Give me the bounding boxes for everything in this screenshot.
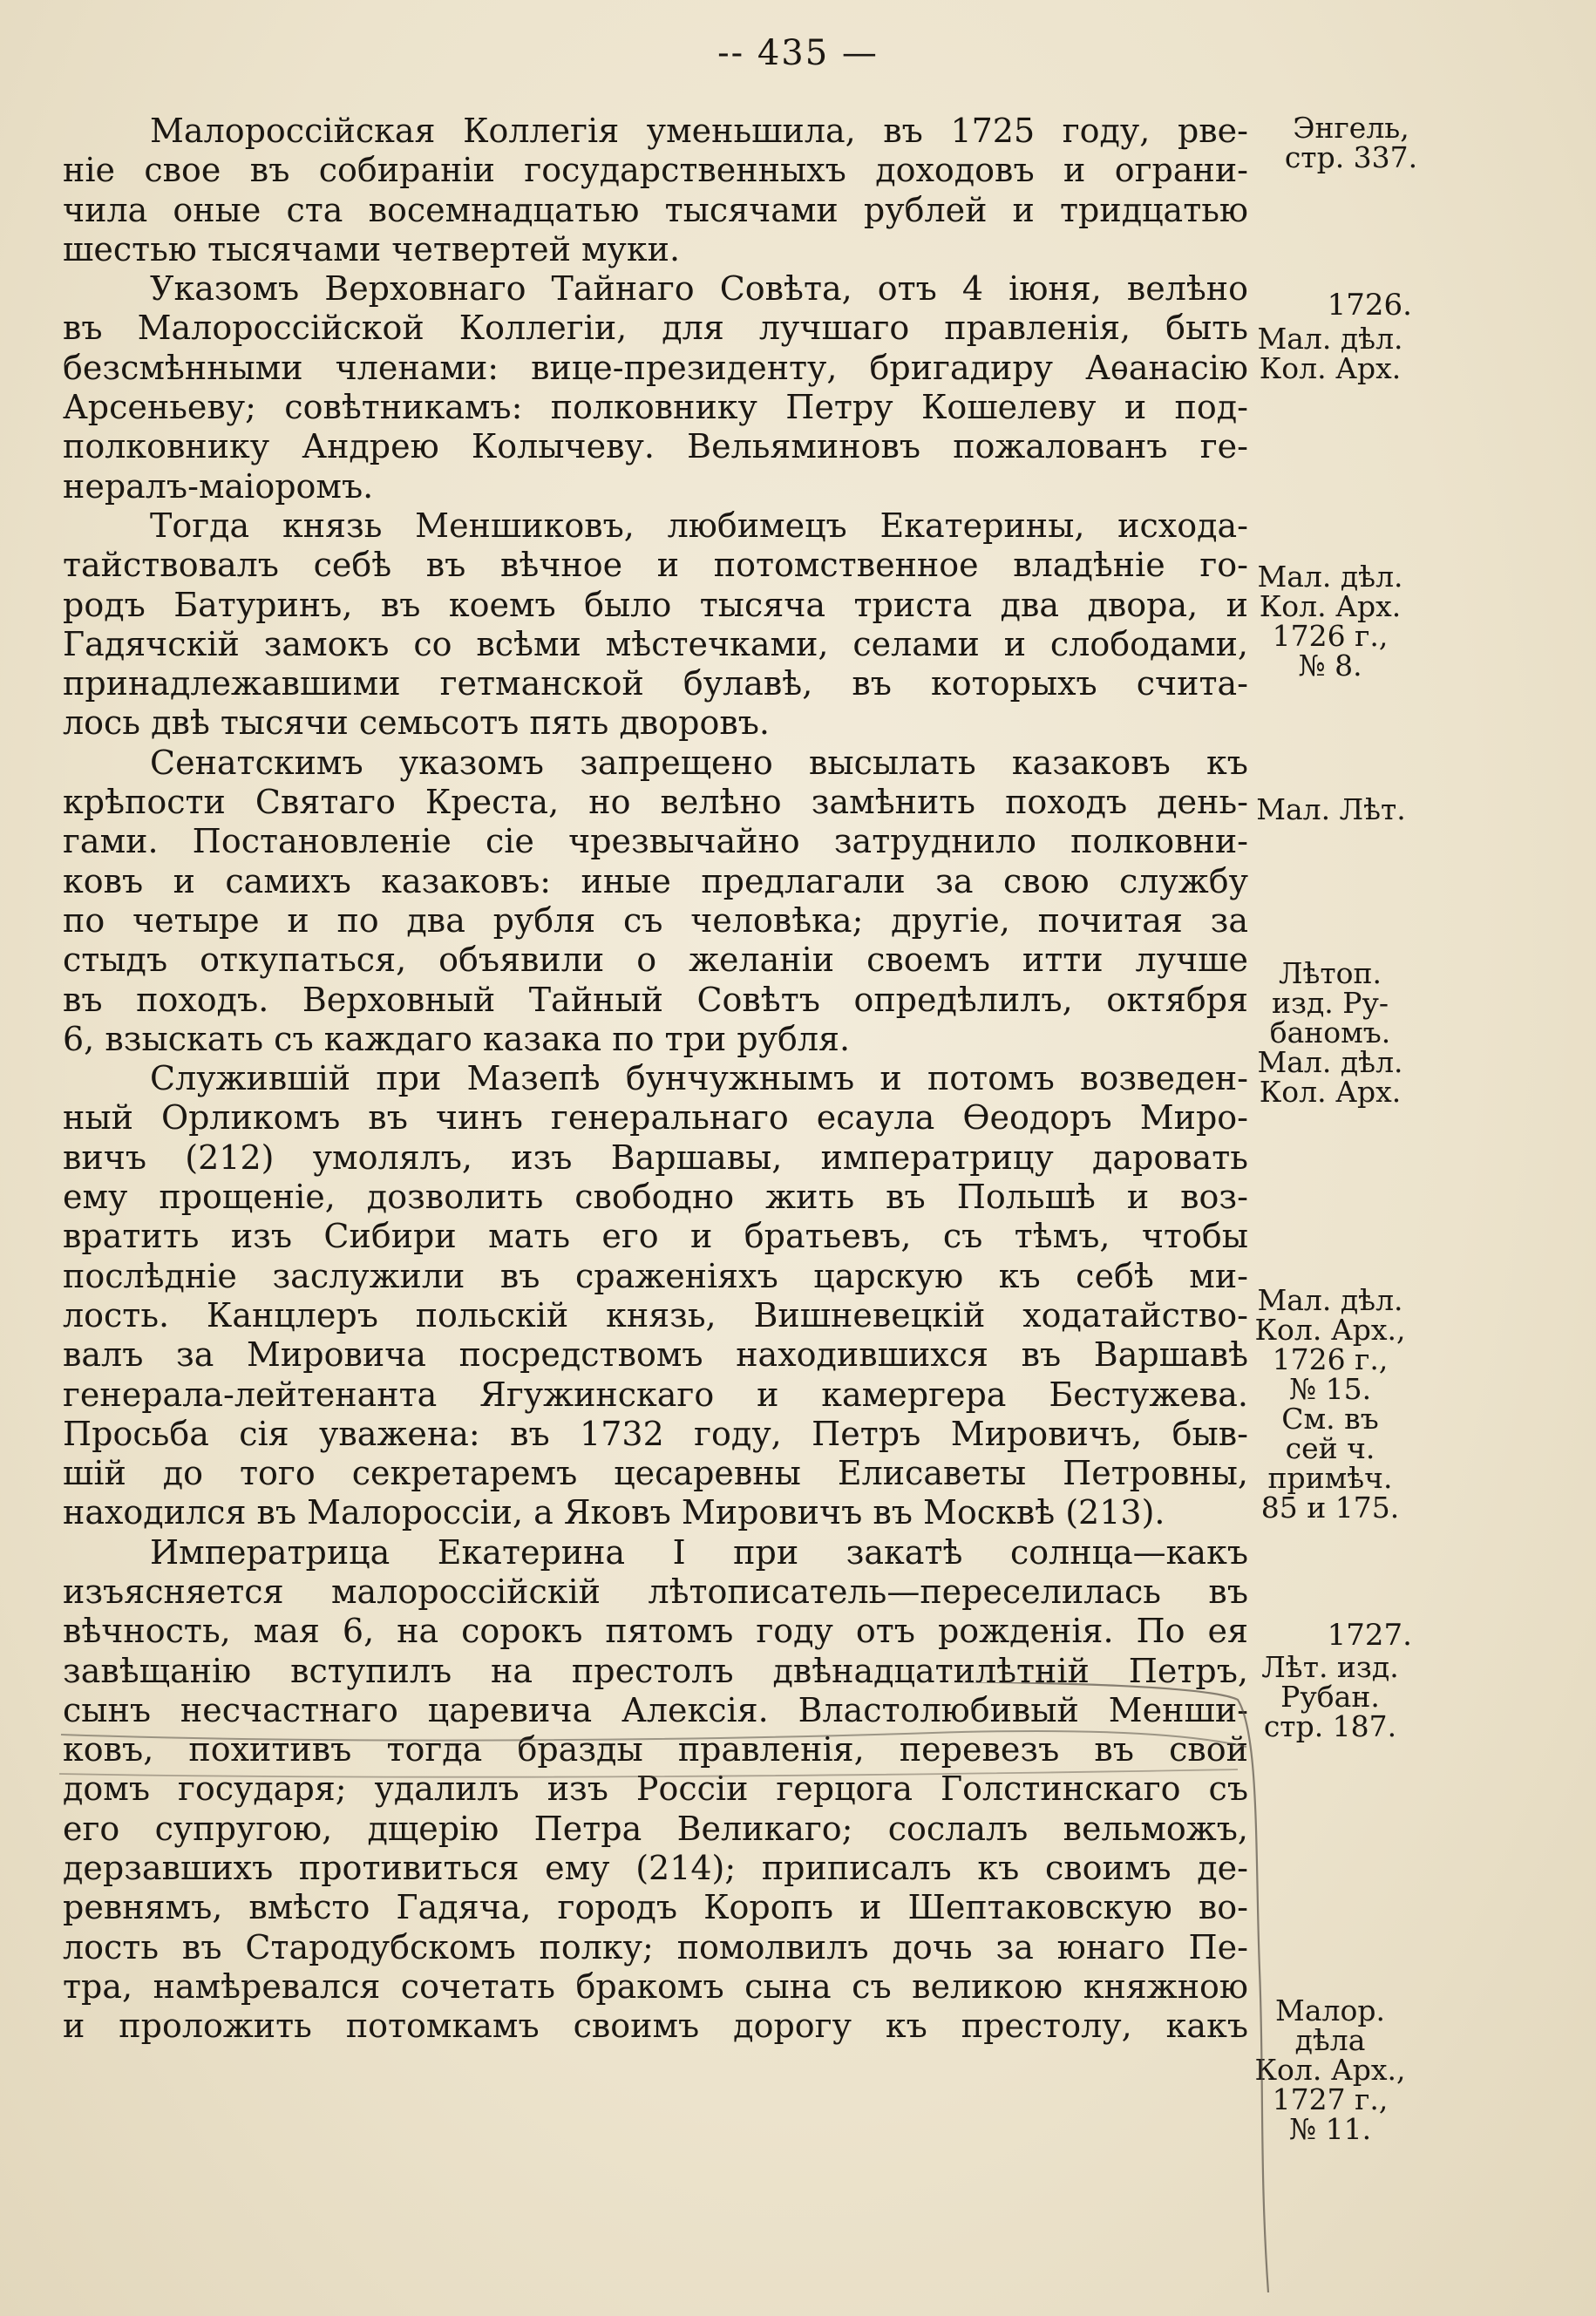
paragraph [63,269,1248,506]
text-line: Тогда князь Меншиковъ, любимецъ Екатерины, исхода- [150,506,1248,545]
text-line: тайствовалъ себѣ въ вѣчное и потомственное владѣніе го- [63,546,1248,585]
margin-note-line: № 15. [1288,1372,1372,1406]
text-line: Сенатскимъ указомъ запрещено высылать казаковъ къ [150,743,1248,782]
margin-note-line: 85 и 175. [1260,1491,1400,1525]
margin-note-engel [1273,113,1430,173]
margin-year-1726 [1238,288,1412,323]
margin-note-line: № 11. [1288,2112,1372,2146]
margin-note-line: Мал. дѣл. [1257,1045,1403,1079]
text-line: Гадячскій замокъ со всѣми мѣстечками, селами и слободами, [63,624,1248,663]
margin-note-line: Малор. [1275,1993,1385,2027]
margin-note-line: сей ч. [1285,1431,1375,1465]
text-line: вратить изъ Сибири мать его и братьевъ, съ тѣмъ, чтобы [63,1217,1248,1256]
margin-note-mal-del-1 [1252,324,1409,384]
margin-note-line: Мал. Лѣт. [1256,792,1406,826]
margin-note-line: Мал. дѣл. [1257,322,1403,356]
text-line: нералъ-маіоромъ. [63,466,374,506]
text-line: родъ Батуринъ, въ коемъ было тысяча триста два двора, и [63,585,1248,624]
margin-note-line: 1727 г., [1272,2082,1389,2116]
text-line: принадлежавшими гетманской булавѣ, въ которыхъ счита- [63,664,1248,703]
text-line: ему прощеніе, дозволить свободно жить въ Польшѣ и воз- [63,1178,1248,1217]
page-number: -- 435 — [717,33,879,73]
text-line: валъ за Мировича посредствомъ находившихся въ Варшавѣ [63,1335,1248,1375]
margin-note-let-izd [1252,1650,1409,1743]
text-line: лость. Канцлеръ польскій князь, Вишневецкій ходатайство- [63,1295,1248,1335]
margin-note-line: стр. 337. [1284,140,1418,174]
margin-note-line: Мал. дѣл. [1257,1283,1403,1317]
text-line: гами. Постановленіе сіе чрезвычайно затруднило полковни- [63,822,1248,861]
text-line: ковъ, похитивъ тогда бразды правленія, перевезъ въ свой [63,1730,1248,1769]
margin-note-line: 1726. [1327,288,1412,323]
margin-note-line: См. въ [1281,1402,1379,1436]
margin-note-line: примѣч. [1267,1461,1393,1495]
text-line: ревнямъ, вмѣсто Гадяча, городъ Коропъ и Шептаковскую во- [63,1888,1248,1927]
text-line: въ Малороссійской Коллегіи, для лучшаго правленія, быть [63,309,1248,348]
text-line: Просьба сія уважена: въ 1732 году, Петръ Мировичъ, быв- [63,1414,1248,1453]
margin-note-malor-dela [1252,1993,1409,2146]
margin-note-mal-let [1248,792,1414,826]
text-line: завѣщанію вступилъ на престолъ двѣнадцатилѣтній Петръ, [63,1651,1248,1690]
margin-note-mal-del-2 [1252,562,1409,681]
text-line: лость въ Стародубскомъ полку; помолвилъ дочь за юнаго Пе- [63,1927,1248,1966]
margin-note-line: Кол. Арх. [1259,1075,1402,1109]
margin-note-line: Лѣт. изд. [1261,1650,1399,1684]
margin-note-letop [1252,956,1409,1109]
paragraph [63,744,1248,1059]
text-line: шій до того секретаремъ цесаревны Елисаветы Петровны, [63,1454,1248,1493]
margin-note-line: Кол. Арх., [1254,2053,1406,2087]
margin-note-line: Кол. Арх. [1259,589,1402,623]
text-line: чила оные ста восемнадцатью тысячами рублей и тридцатью [63,190,1248,229]
text-line: генерала-лейтенанта Ягужинскаго и камергера Бестужева. [63,1375,1248,1414]
margin-note-line: изд. Ру- [1271,986,1389,1020]
text-line: Императрица Екатерина I при закатѣ солнца—какъ [150,1532,1248,1572]
margin-note-line: баномъ. [1269,1015,1391,1049]
margin-note-line: № 8. [1298,649,1362,683]
main-text [63,112,1248,2047]
paragraph [63,1533,1248,2047]
text-line: тра, намѣревался сочетать бракомъ сына съ великою княжною [63,1966,1248,2006]
margin-note-line: Рубан. [1280,1680,1380,1714]
margin-note-line: 1726 г., [1272,619,1389,653]
margin-note-line: Кол. Арх. [1259,351,1402,385]
margin-note-line: 1727. [1327,1618,1412,1653]
text-line: Арсеньеву; совѣтникамъ: полковнику Петру Кошелеву и под- [63,388,1248,427]
text-line: стыдъ откупаться, объявили о желаніи своемъ итти лучше [63,941,1248,980]
margin-note-line: Лѣтоп. [1278,956,1382,990]
text-line: его супругою, дщерію Петра Великаго; сослалъ вельможъ, [63,1809,1248,1848]
text-line: изъясняется малороссійскій лѣтописатель—переселилась въ [63,1572,1248,1611]
margin-note-line: Энгель, [1293,111,1409,145]
text-line: Служившій при Мазепѣ бунчужнымъ и потомъ возведен- [150,1059,1248,1098]
text-line: Указомъ Верховнаго Тайнаго Совѣта, отъ 4 іюня, велѣно [150,269,1248,309]
text-line: послѣдніе заслужили въ сраженіяхъ царскую къ себѣ ми- [63,1256,1248,1295]
margin-note-line: стр. 187. [1263,1709,1397,1743]
paragraph [63,1059,1248,1533]
text-line: ный Орликомъ въ чинъ генеральнаго есаула Ѳеодоръ Миро- [63,1098,1248,1138]
paragraph [63,506,1248,744]
margin-note-line: Мал. дѣл. [1257,560,1403,594]
text-line: сынъ несчастнаго царевича Алексія. Властолюбивый Менши- [63,1690,1248,1729]
text-line: въ походъ. Верховный Тайный Совѣтъ опредѣлилъ, октября [63,980,1248,1019]
text-line: безсмѣнными членами: вице-президенту, бригадиру Аѳанасію [63,348,1248,387]
margin-note-line: дѣла [1294,2023,1366,2057]
text-line: ковъ и самихъ казаковъ: иные предлагали за свою службу [63,861,1248,900]
text-line: Малороссійская Коллегія уменьшила, въ 1725 году, рве- [150,112,1248,150]
margin-note-mal-del-3 [1252,1283,1409,1525]
text-line: и проложить потомкамъ своимъ дорогу къ престолу, какъ [63,2007,1248,2046]
text-line: домъ государя; удалилъ изъ Россіи герцога Голстинскаго съ [63,1769,1248,1809]
paragraph [63,112,1248,269]
text-line: дерзавшихъ противиться ему (214); приписалъ къ своимъ де- [63,1849,1248,1888]
text-line: вѣчность, мая 6, на сорокъ пятомъ году отъ рожденія. По ея [63,1612,1248,1651]
text-line: крѣпости Святаго Креста, но велѣно замѣнить походъ день- [63,783,1248,822]
text-line: по четыре и по два рубля съ человѣка; другіе, почитая за [63,900,1248,940]
text-line: 6, взыскать съ каждаго казака по три рубля. [63,1019,851,1058]
text-line: находился въ Малороссіи, а Яковъ Мировичъ въ Москвѣ (213). [63,1493,1165,1532]
text-line: полковнику Андрею Колычеву. Вельяминовъ пожалованъ ге- [63,427,1248,466]
text-line: вичъ (212) умолялъ, изъ Варшавы, императрицу даровать [63,1138,1248,1177]
margin-year-1727 [1238,1618,1412,1653]
margin-note-line: 1726 г., [1272,1342,1389,1376]
text-line: шестью тысячами четвертей муки. [63,229,681,268]
margin-note-line: Кол. Арх., [1254,1313,1406,1347]
text-line: лось двѣ тысячи семьсотъ пять дворовъ. [63,703,770,743]
text-line: ніе свое въ собираніи государственныхъ доходовъ и ограни- [63,151,1248,190]
